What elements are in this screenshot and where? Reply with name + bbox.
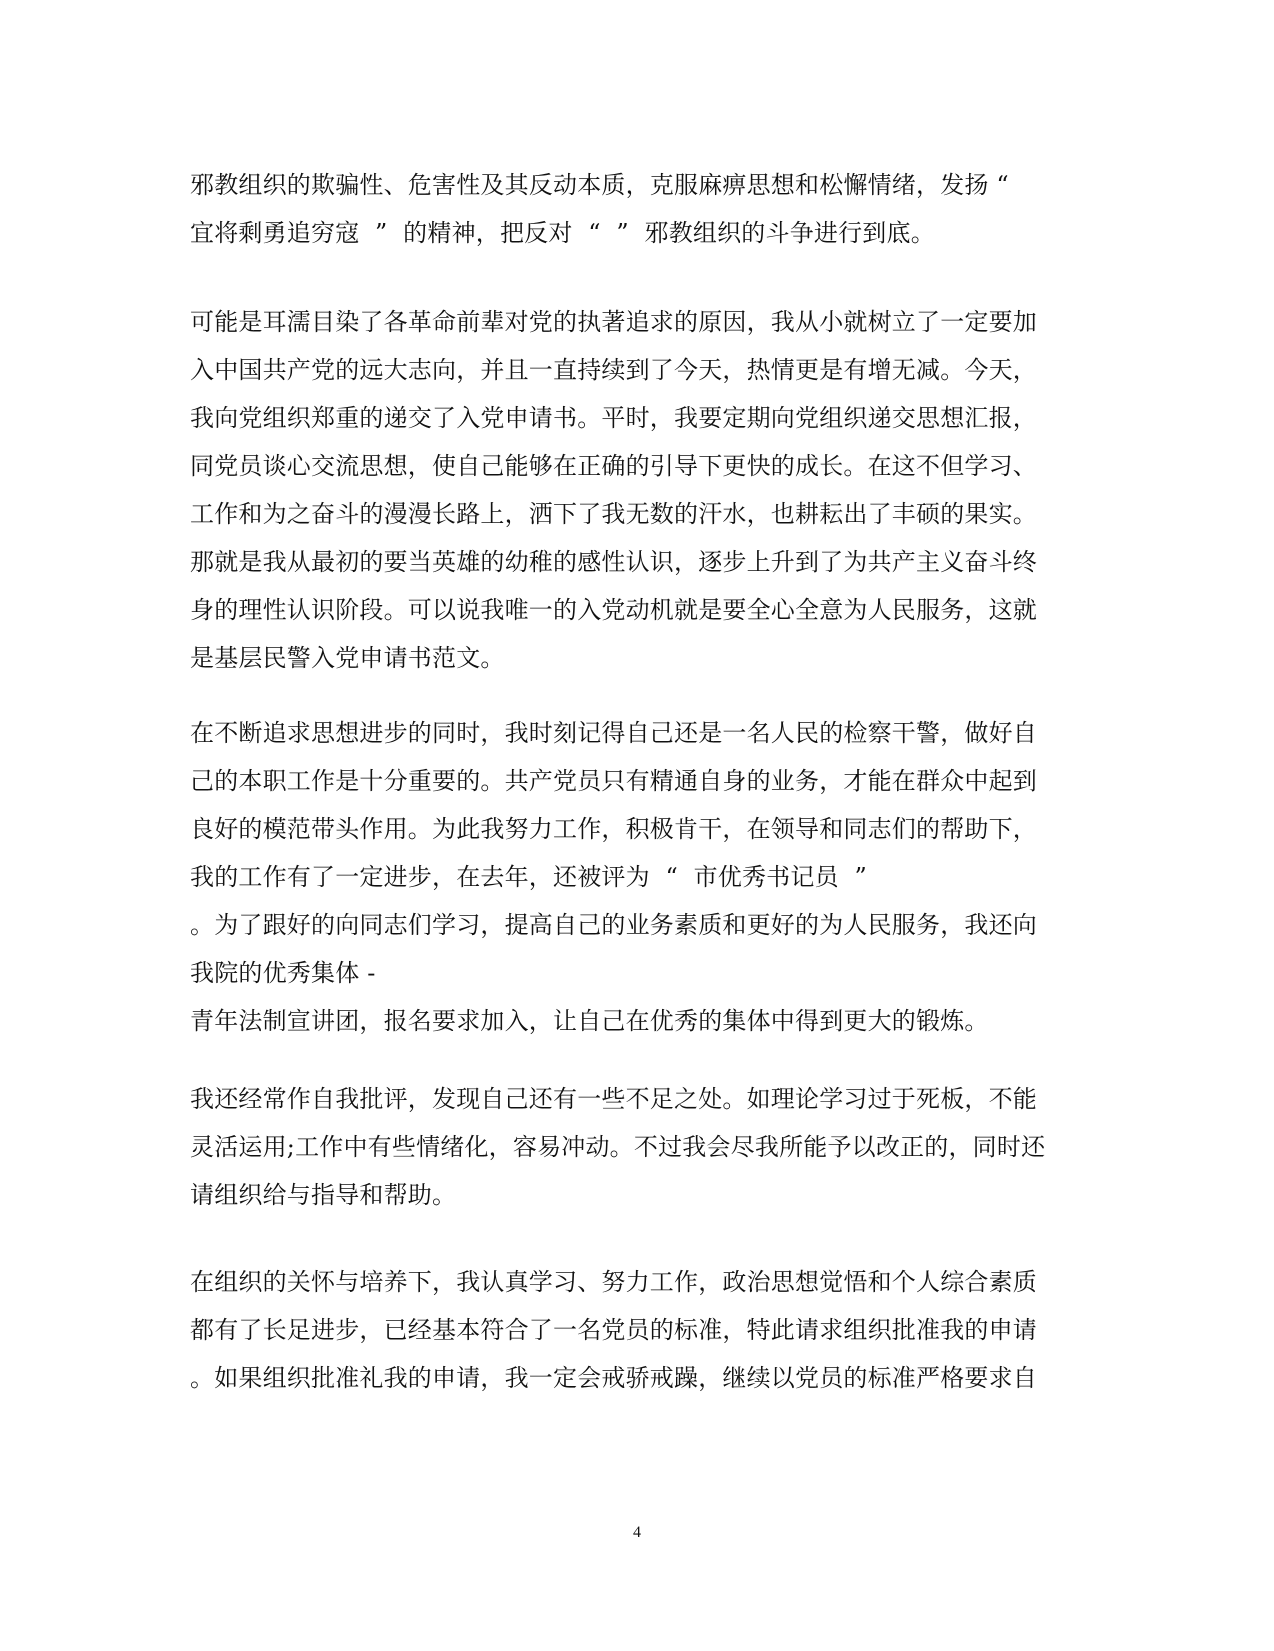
paragraph-4 xyxy=(190,1075,1090,1219)
text-line: 宜将剩勇追穷寇 ” 的精神，把反对 “ ” 邪教组织的斗争进行到底。 xyxy=(190,219,935,247)
paragraph-1 xyxy=(190,161,1090,257)
text-line: 。如果组织批准礼我的申请，我一定会戒骄戒躁，继续以党员的标准严格要求自 xyxy=(190,1364,1037,1392)
text-line: 是基层民警入党申请书范文。 xyxy=(190,644,505,672)
text-line: 请组织给与指导和帮助。 xyxy=(190,1181,457,1209)
text-line: 邪教组织的欺骗性、危害性及其反动本质，克服麻痹思想和松懈情绪，发扬 “ xyxy=(190,171,1009,199)
text-line: 良好的模范带头作用。为此我努力工作，积极肯干，在领导和同志们的帮助下， xyxy=(190,815,1037,843)
text-line: 我还经常作自我批评，发现自己还有一些不足之处。如理论学习过于死板，不能 xyxy=(190,1085,1037,1113)
text-line: 青年法制宣讲团，报名要求加入，让自己在优秀的集体中得到更大的锻炼。 xyxy=(190,1007,989,1035)
paragraph-5 xyxy=(190,1258,1090,1402)
text-line: 那就是我从最初的要当英雄的幼稚的感性认识，逐步上升到了为共产主义奋斗终 xyxy=(190,548,1037,576)
text-line: 我的工作有了一定进步，在去年，还被评为 “ 市优秀书记员 ” xyxy=(190,863,867,891)
text-line: 。为了跟好的向同志们学习，提高自己的业务素质和更好的为人民服务，我还向 xyxy=(190,911,1037,939)
text-line: 工作和为之奋斗的漫漫长路上，洒下了我无数的汗水，也耕耘出了丰硕的果实。 xyxy=(190,500,1037,528)
text-line: 在组织的关怀与培养下，我认真学习、努力工作，政治思想觉悟和个人综合素质 xyxy=(190,1268,1037,1296)
text-line: 我院的优秀集体 - xyxy=(190,959,376,987)
text-line: 灵活运用;工作中有些情绪化，容易冲动。不过我会尽我所能予以改正的，同时还 xyxy=(190,1133,1046,1161)
text-line: 入中国共产党的远大志向，并且一直持续到了今天，热情更是有增无减。今天， xyxy=(190,356,1037,384)
text-line: 我向党组织郑重的递交了入党申请书。平时，我要定期向党组织递交思想汇报， xyxy=(190,404,1037,432)
text-line: 都有了长足进步，已经基本符合了一名党员的标准，特此请求组织批准我的申请 xyxy=(190,1316,1037,1344)
text-line: 己的本职工作是十分重要的。共产党员只有精通自身的业务，才能在群众中起到 xyxy=(190,767,1037,795)
text-line: 可能是耳濡目染了各革命前辈对党的执著追求的原因，我从小就树立了一定要加 xyxy=(190,308,1037,336)
text-line: 身的理性认识阶段。可以说我唯一的入党动机就是要全心全意为人民服务，这就 xyxy=(190,596,1037,624)
text-line: 在不断追求思想进步的同时，我时刻记得自己还是一名人民的检察干警，做好自 xyxy=(190,719,1037,747)
page-number: 4 xyxy=(633,1524,641,1541)
text-line: 同党员谈心交流思想，使自己能够在正确的引导下更快的成长。在这不但学习、 xyxy=(190,452,1037,480)
paragraph-3 xyxy=(190,709,1090,1045)
paragraph-2 xyxy=(190,298,1090,682)
